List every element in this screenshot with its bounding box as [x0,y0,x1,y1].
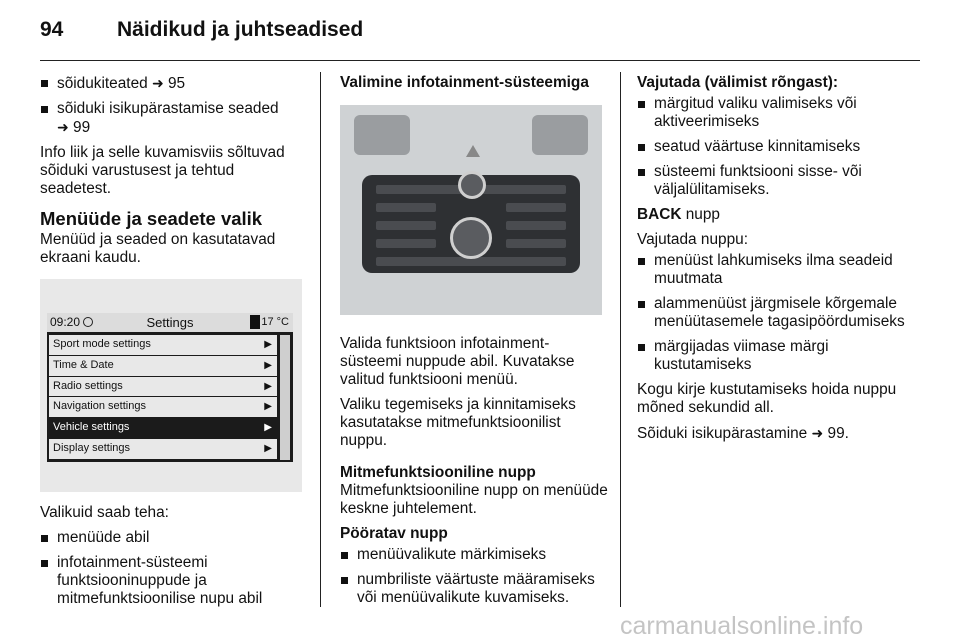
subheading: Valimine infotainment-süsteemiga [340,74,589,91]
column-2 [340,74,608,614]
paragraph-text: Sõiduki isikupärastamine [637,425,808,442]
subheading: Pööratav nupp [340,525,448,542]
menu-item [49,439,277,459]
list-item [40,100,308,137]
bullet-square-icon [638,344,645,351]
list-item-text: numbriliste väärtuste määramiseks või menüüvalikute kuvamiseks. [357,571,595,606]
list-item-text: märgitud valiku valimiseks või aktiveerimiseks [654,95,857,130]
list-item [637,295,909,331]
paragraph: Menüüd ja seaded on kasutatavad ekraani kaudu. [40,231,276,266]
bullet-square-icon [638,169,645,176]
thermometer-icon [250,315,260,329]
back-button-label: BACK [637,206,682,223]
control-panel [362,175,580,273]
button-row [376,221,436,230]
list-item [637,252,909,288]
column-divider-2 [620,72,621,607]
button-row [376,203,436,212]
page-reference-icon: ➜ [811,425,824,441]
list-item-text: menüüvalikute märkimiseks [357,546,547,563]
bullet-square-icon [341,552,348,559]
button-row [376,239,436,248]
menu-item-label: Time & Date [53,358,114,371]
menu-item-selected [49,418,277,438]
button-row [506,221,566,230]
display-screen [47,313,293,462]
air-vent [354,115,410,155]
bullet-square-icon [41,80,48,87]
multifunction-knob [450,217,492,259]
paragraph: Mitmefunktsiooniline nupp on menüüde keskne juhtelement. [340,482,608,517]
screen-temperature: 17 °C [261,316,289,328]
page-header [0,0,960,60]
screen-title: Settings [146,315,194,330]
list-item-text: alammenüüst järgmisele kõrgemale menüütasemele tagasipöördumiseks [654,295,905,330]
menu-item [49,335,277,355]
column-3 [637,74,909,450]
column-1 [40,74,308,615]
menu-item-label: Navigation settings [53,400,146,413]
list-item [637,163,909,199]
menu-item-label: Radio settings [53,379,123,392]
subheading: Mitmefunktsiooniline nupp [340,464,536,481]
list-item [340,571,608,607]
menu-item [49,397,277,417]
page-reference-icon: ➜ [57,119,69,135]
settings-screen-image [40,279,302,492]
header-rule [40,60,920,61]
bullet-square-icon [638,258,645,265]
bullet-square-icon [638,301,645,308]
watermark: carmanualsonline.info [620,612,864,640]
list-item-text: menüüde abil [57,529,150,546]
list-item-text: seatud väärtuse kinnitamiseks [654,138,861,155]
menu-item-label: Vehicle settings [53,421,130,434]
paragraph: Valiku tegemiseks ja kinnitamiseks kasutatakse mitmefunktsioonilist nuppu. [340,396,576,449]
chevron-right-icon: ▶ [264,339,272,350]
paragraph: Valikuid saab teha: [40,504,169,521]
page-number: 94 [40,18,64,41]
paragraph-text: nupp [681,206,720,223]
section-heading: Menüüde ja seadete valik [40,208,263,229]
screen-scrollbar [280,335,290,460]
paragraph: Kogu kirje kustutamiseks hoida nuppu mõned sekundid all. [637,381,897,416]
paragraph: Vajutada nuppu: [637,231,748,248]
bullet-square-icon [41,106,48,113]
menu-item-label: Sport mode settings [53,338,151,350]
list-item [340,546,608,564]
list-item [637,338,909,374]
list-item-text: süsteemi funktsiooni sisse- või väljalülitamiseks. [654,163,862,198]
bullet-square-icon [638,144,645,151]
screen-time: 09:20 [50,315,81,329]
menu-item [49,377,277,397]
chevron-right-icon: ▶ [264,422,272,434]
menu-item [49,356,277,376]
list-item [40,74,308,93]
paragraph [637,206,909,224]
paragraph: Valida funktsioon infotainment-süsteemi nuppude abil. Kuvatakse valitud funktsiooni menüü. [340,335,575,388]
menu-item-label: Display settings [53,441,131,454]
list-item-text: sõidukiteated [57,75,148,92]
list-item-text: menüüst lahkumiseks ilma seadeid muutmata [654,252,893,287]
page-title: Näidikud ja juhtseadised [117,18,364,41]
air-vent [532,115,588,155]
settings-menu [49,335,277,460]
chevron-right-icon: ▶ [264,401,272,413]
list-item [637,95,909,131]
chevron-right-icon: ▶ [264,359,272,371]
volume-knob [458,171,486,199]
column-divider-1 [320,72,321,607]
chevron-right-icon: ▶ [264,442,272,454]
button-row [506,203,566,212]
paragraph: Info liik ja selle kuvamisviis sõltuvad sõiduki varustusest ja tehtud seadetest. [40,144,285,197]
page-reference[interactable]: 99. [827,425,849,442]
infotainment-panel-image [340,105,602,315]
page-reference-icon: ➜ [151,75,164,91]
bullet-square-icon [41,560,48,567]
list-item-text: märgijadas viimase märgi kustutamiseks [654,338,829,373]
list-item-text: sõiduki isikupärastamise seaded [57,100,279,117]
hazard-warning-icon [466,145,480,157]
button-row [506,239,566,248]
chevron-right-icon: ▶ [264,380,272,392]
list-item [40,554,308,608]
list-item-text: infotainment-süsteemi funktsiooninuppude ja mitmefunktsioonilise nupu abil [57,554,263,607]
subheading: Vajutada (välimist rõngast): [637,74,838,91]
page-reference[interactable]: 99 [73,119,91,136]
bullet-square-icon [638,101,645,108]
list-item [637,138,909,156]
bullet-square-icon [41,535,48,542]
bullet-square-icon [341,577,348,584]
page-reference[interactable]: 95 [168,75,186,92]
screen-title-bar [47,313,293,332]
paragraph [637,424,909,443]
list-item [40,529,308,547]
